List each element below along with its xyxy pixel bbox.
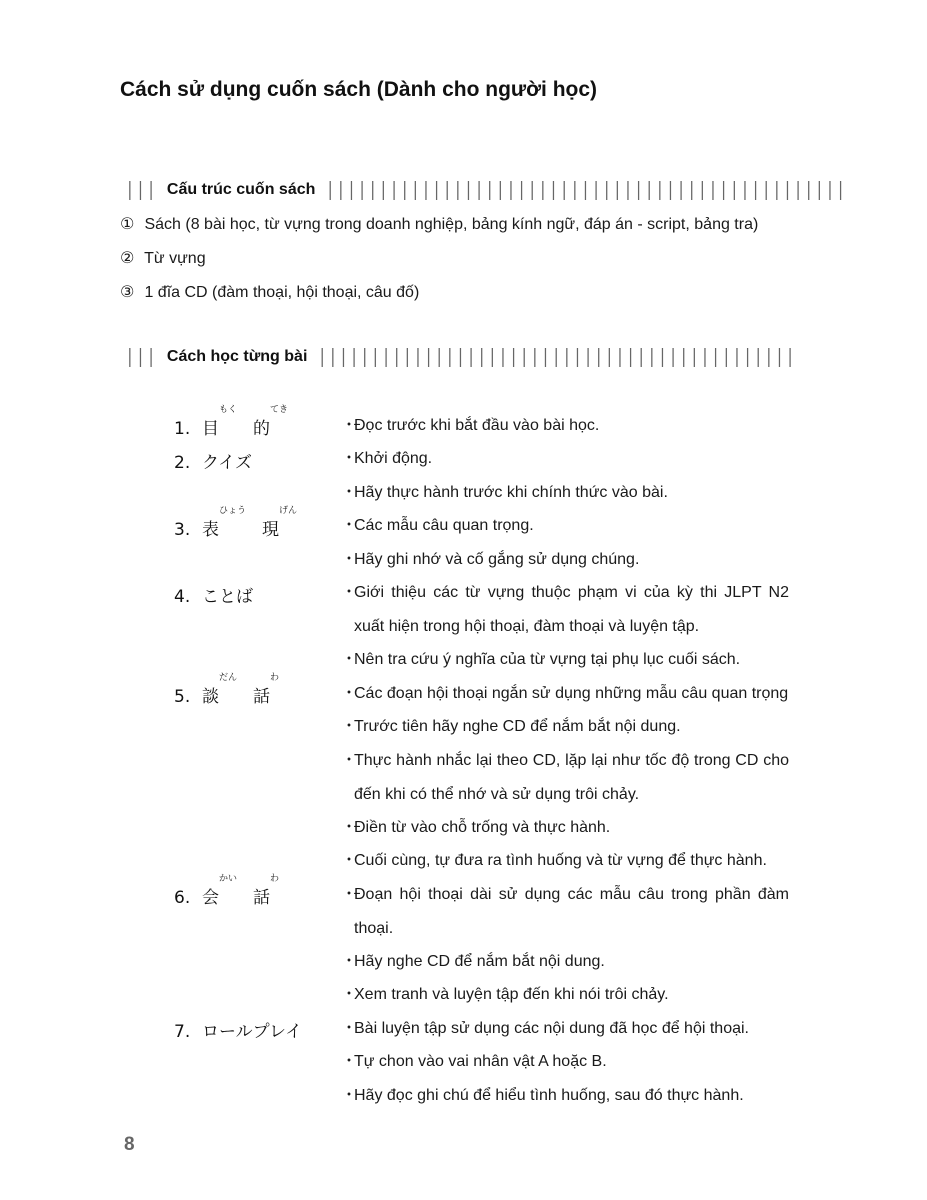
bullet-text: Nên tra cứu ý nghĩa của từ vựng tại phụ lục cuối sách.: [354, 651, 741, 668]
section-heading-structure: [125, 178, 846, 202]
bullet-item: [341, 844, 789, 878]
bullet-dot: ・: [341, 584, 358, 601]
bullet-dot: ・: [341, 852, 358, 869]
bullet-item: [341, 978, 789, 1012]
bullet-dot: ・: [341, 953, 358, 970]
bullet-text: Hãy ghi nhớ và cố gắng sử dụng chúng.: [354, 551, 640, 568]
step-expressions: [174, 506, 313, 540]
kanji: 話: [253, 888, 271, 908]
step-number: 1.: [174, 419, 191, 439]
bullet-item: [341, 409, 789, 443]
bullet-dot: ・: [341, 417, 358, 434]
bullet-item: [341, 643, 789, 677]
kanji: 表: [202, 520, 219, 540]
step-conversation: [174, 874, 295, 908]
step-discourse: [174, 673, 295, 707]
heading-lead-bars: │││: [125, 180, 157, 200]
step-label: クイズ: [202, 453, 252, 473]
step-number: 2.: [174, 453, 191, 473]
bullet-text: Thực hành nhắc lại theo CD, lặp lại như tốc độ trong CD cho đến khi có thể nhớ và sử dụng trôi chảy.: [354, 752, 789, 803]
furigana: わ: [270, 874, 280, 884]
bullet-text: Điền từ vào chỗ trống và thực hành.: [354, 819, 611, 836]
step-roleplay: [174, 1017, 302, 1042]
bullet-item: [341, 945, 789, 979]
heading-trail-bars: │││││││││││││││││││││││││││││││││││││││││││││: [317, 347, 796, 367]
furigana: もく: [219, 405, 238, 415]
step-number: 7.: [174, 1022, 191, 1042]
furigana: てき: [270, 405, 289, 415]
bullet-text: Giới thiệu các từ vựng thuộc phạm vi của kỳ thi JLPT N2 xuất hiện trong hội thoại, đàm thoại và luyện tập.: [354, 584, 789, 635]
kanji: 談: [202, 687, 219, 707]
bullet-dot: ・: [341, 551, 358, 568]
bullet-item: [341, 1012, 789, 1046]
bullet-dot: ・: [341, 819, 358, 836]
bullet-item: [341, 811, 789, 845]
bullet-item: [341, 744, 789, 811]
bullet-dot: ・: [341, 685, 358, 702]
step-label: ことば: [202, 587, 253, 607]
bullet-dot: ・: [341, 886, 358, 903]
bullet-item: [341, 442, 789, 476]
bullet-dot: ・: [341, 651, 358, 668]
bullet-text: Xem tranh và luyện tập đến khi nói trôi chảy.: [354, 986, 669, 1003]
bullet-text: Các đoạn hội thoại ngắn sử dụng những mẫu câu quan trọng: [354, 685, 789, 702]
page-title: Cách sử dụng cuốn sách (Dành cho người học): [120, 78, 598, 101]
structure-item: [120, 248, 206, 268]
bullet-item: [341, 509, 789, 543]
bullet-dot: ・: [341, 718, 358, 735]
item-text: Sách (8 bài học, từ vựng trong doanh nghiệp, bảng kính ngữ, đáp án - script, bảng tra): [144, 216, 759, 233]
structure-item: [120, 282, 419, 302]
item-text: Từ vựng: [144, 250, 206, 267]
heading-lead-bars: │││: [125, 347, 157, 367]
bullet-text: Hãy đọc ghi chú để hiểu tình huống, sau đó thực hành.: [354, 1087, 744, 1104]
step-label: ロールプレイ: [202, 1022, 303, 1042]
step-purpose: [174, 405, 304, 439]
section-heading-label: Cấu trúc cuốn sách: [166, 181, 316, 198]
heading-trail-bars: │││││││││││││││││││││││││││││││││││││││││││││││││: [325, 180, 847, 200]
bullet-text: Bài luyện tập sử dụng các nội dung đã học để hội thoại.: [354, 1020, 749, 1037]
kanji: 現: [262, 520, 280, 540]
bullet-item: [341, 878, 789, 945]
bullet-item: [341, 1079, 789, 1113]
bullet-dot: ・: [341, 450, 358, 467]
bullet-text: Cuối cùng, tự đưa ra tình huống và từ vựng để thực hành.: [354, 852, 767, 869]
step-quiz: [174, 448, 252, 473]
bullet-dot: ・: [341, 484, 358, 501]
bullet-text: Đọc trước khi bắt đầu vào bài học.: [354, 417, 600, 434]
furigana: かい: [219, 874, 238, 884]
step-number: 5.: [174, 687, 191, 707]
section-heading-label: Cách học từng bài: [166, 348, 308, 365]
furigana: ひょう: [219, 506, 247, 516]
bullet-text: Hãy thực hành trước khi chính thức vào bài.: [354, 484, 668, 501]
page-number: 8: [124, 1134, 135, 1155]
bullet-text: Đoạn hội thoại dài sử dụng các mẫu câu trong phần đàm thoại.: [354, 886, 789, 937]
bullet-dot: ・: [341, 517, 358, 534]
bullet-item: [341, 543, 789, 577]
kanji: 話: [253, 687, 271, 707]
bullet-text: Hãy nghe CD để nắm bắt nội dung.: [354, 953, 605, 970]
bullet-dot: ・: [341, 1053, 358, 1070]
bullet-text: Tự chon vào vai nhân vật A hoặc B.: [354, 1053, 607, 1070]
bullet-dot: ・: [341, 1087, 358, 1104]
section-heading-lessons: [125, 345, 796, 369]
furigana: げん: [279, 506, 298, 516]
bullet-item: [341, 1045, 789, 1079]
kanji: 目: [202, 419, 219, 439]
bullet-dot: ・: [341, 986, 358, 1003]
bullet-item: [341, 476, 789, 510]
step-vocabulary: [174, 582, 253, 607]
item-number: ③: [120, 284, 135, 301]
item-text: 1 đĩa CD (đàm thoại, hội thoại, câu đố): [144, 284, 420, 301]
item-number: ②: [120, 250, 135, 267]
bullet-text: Khởi động.: [354, 450, 433, 467]
bullet-item: [341, 710, 789, 744]
bullet-dot: ・: [341, 752, 358, 769]
kanji: 的: [253, 419, 271, 439]
item-number: ①: [120, 216, 135, 233]
bullet-text: Các mẫu câu quan trọng.: [354, 517, 534, 534]
bullet-item: [341, 677, 789, 711]
step-number: 4.: [174, 587, 191, 607]
bullet-item: [341, 576, 789, 643]
bullet-dot: ・: [341, 1020, 358, 1037]
step-number: 3.: [174, 520, 191, 540]
bullet-text: Trước tiên hãy nghe CD để nắm bắt nội dung.: [354, 718, 681, 735]
kanji: 会: [202, 888, 219, 908]
structure-item: [120, 214, 758, 234]
furigana: わ: [270, 673, 280, 683]
furigana: だん: [219, 673, 238, 683]
step-number: 6.: [174, 888, 191, 908]
